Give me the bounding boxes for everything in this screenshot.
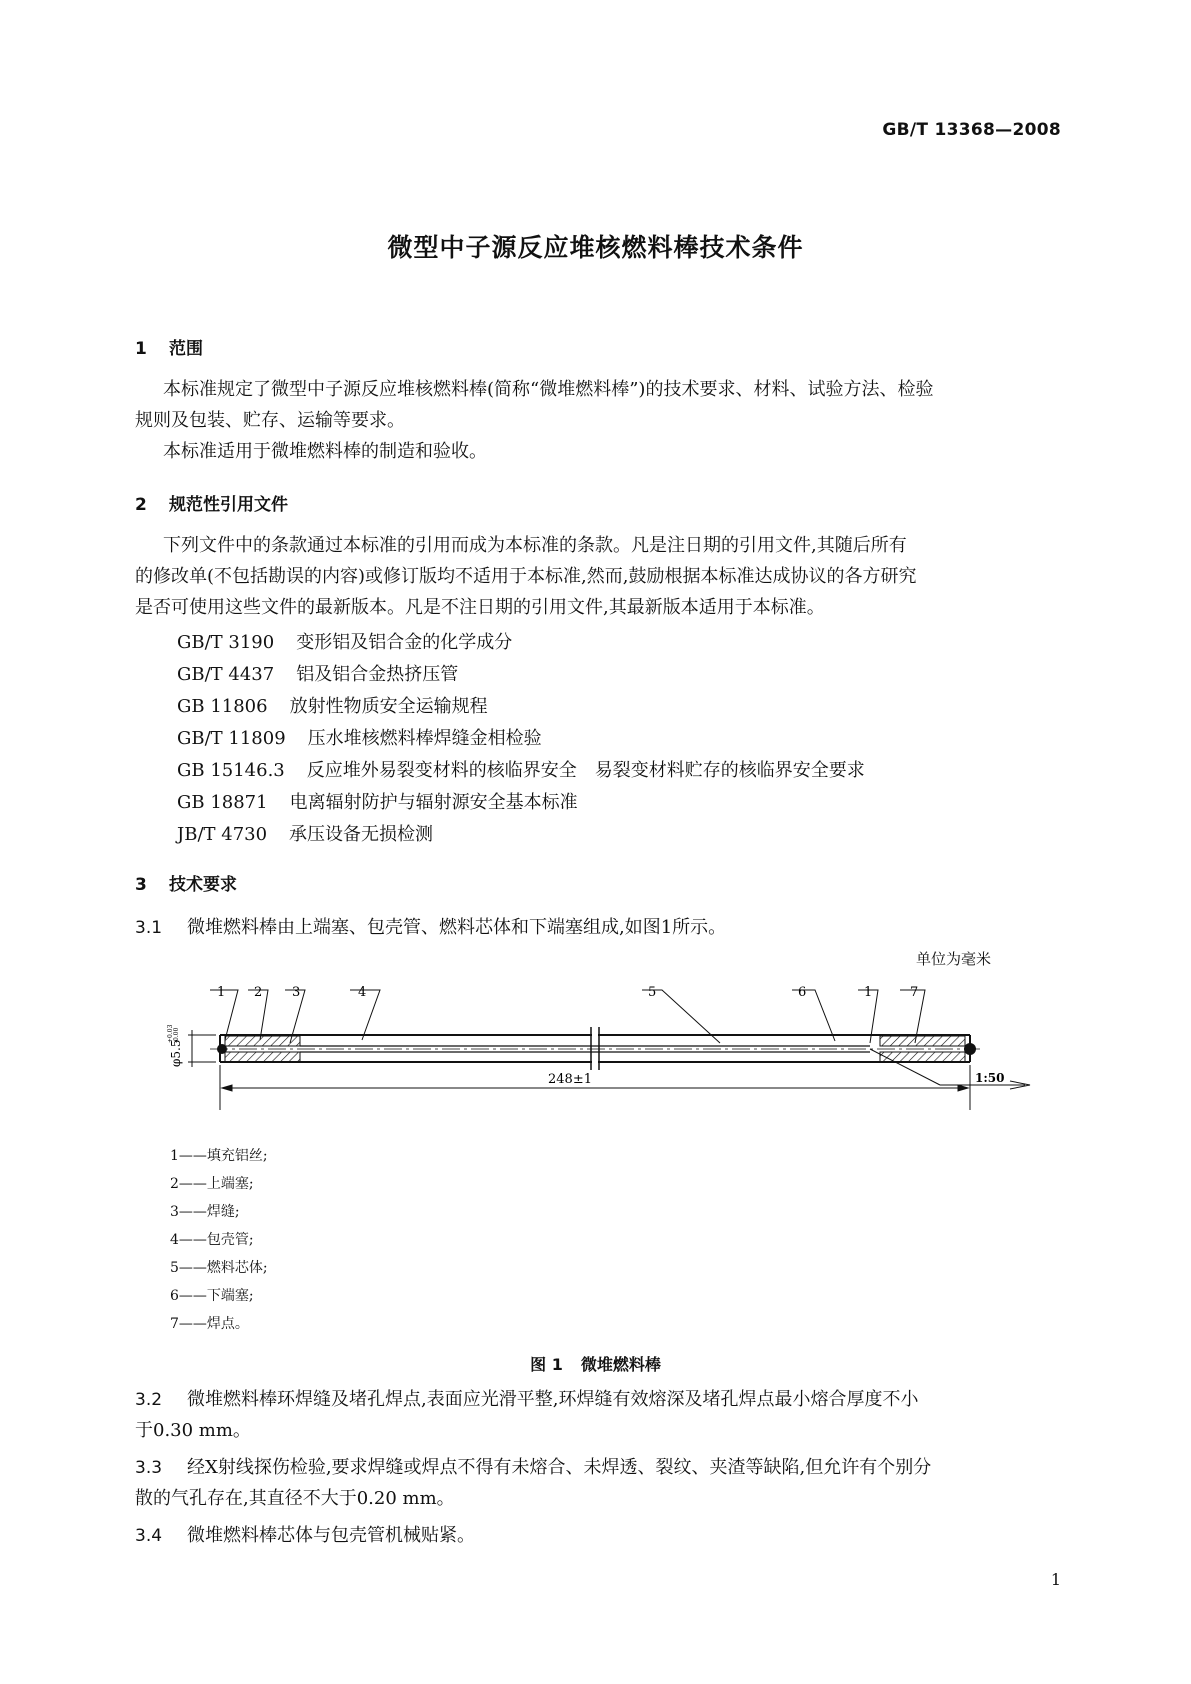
clause-3-1 <box>135 912 1061 944</box>
diameter-tolerance-upper: +0.03 <box>167 1024 174 1043</box>
section-title: 范围 <box>169 339 203 359</box>
reference-item <box>177 660 458 686</box>
reference-item <box>177 756 865 782</box>
document-title: 微型中子源反应堆核燃料棒技术条件 <box>387 233 804 262</box>
legend-item: 5——燃料芯体; <box>170 1260 268 1276</box>
legend-text: 焊点。 <box>206 1316 249 1332</box>
callout-1-right: 1 <box>864 984 873 1000</box>
legend-number: 7 <box>170 1316 179 1332</box>
reference-title: 反应堆外易裂变材料的核临界安全 易裂变材料贮存的核临界安全要求 <box>306 760 865 781</box>
legend-text: 包壳管; <box>206 1232 254 1248</box>
legend-text: 下端塞; <box>206 1288 254 1304</box>
diameter-tolerance-lower: -0.00 <box>173 1027 180 1043</box>
clause-3-2 <box>135 1384 1061 1416</box>
reference-title: 电离辐射防护与辐射源安全基本标准 <box>289 792 578 813</box>
diameter-label: φ5.5 <box>169 1039 183 1067</box>
paragraph: 规则及包装、贮存、运输等要求。 <box>135 410 405 431</box>
clause-text: 微堆燃料棒芯体与包壳管机械贴紧。 <box>187 1525 475 1546</box>
clause-number: 3.3 <box>135 1458 163 1478</box>
weld-point-right <box>964 1043 976 1055</box>
reference-code: GB 15146.3 <box>177 760 285 781</box>
callout-5: 5 <box>648 984 657 1000</box>
callout-2: 2 <box>254 984 263 1000</box>
length-dimension <box>220 1065 970 1110</box>
legend-text: 焊缝; <box>206 1204 240 1220</box>
clause-3-3 <box>135 1452 1061 1484</box>
clause-3-4 <box>135 1520 1061 1552</box>
clause-3-3-cont: 散的气孔存在,其直径不大于0.20 mm。 <box>135 1488 455 1509</box>
standard-code: GB/T 13368—2008 <box>882 120 1061 140</box>
section-2-heading <box>135 490 288 515</box>
reference-title: 压水堆核燃料棒焊缝金相检验 <box>307 728 542 749</box>
clause-number: 3.1 <box>135 918 163 938</box>
legend-text: 填充铝丝; <box>206 1148 268 1164</box>
clause-text: 微堆燃料棒环焊缝及堵孔焊点,表面应光滑平整,环焊缝有效熔深及堵孔焊点最小熔合厚度不小 <box>187 1389 919 1410</box>
section-number: 2 <box>135 495 147 515</box>
legend-number: 5 <box>170 1260 179 1276</box>
callout-1: 1 <box>217 984 226 1000</box>
reference-item <box>177 788 578 814</box>
leader-lines <box>210 990 940 1085</box>
legend-number: 3 <box>170 1204 179 1220</box>
reference-code: GB 11806 <box>177 696 268 717</box>
clause-text: 经X射线探伤检验,要求焊缝或焊点不得有未熔合、未焊透、裂纹、夹渣等缺陷,但允许有个别分 <box>187 1457 932 1478</box>
legend-item: 2——上端塞; <box>170 1176 254 1192</box>
clause-text: 微堆燃料棒由上端塞、包壳管、燃料芯体和下端塞组成,如图1所示。 <box>187 917 727 938</box>
unit-note: 单位为毫米 <box>915 950 991 968</box>
break-marks <box>591 1027 599 1070</box>
paragraph: 的修改单(不包括勘误的内容)或修订版均不适用于本标准,然而,鼓励根据本标准达成协议的各方研究 <box>135 566 917 587</box>
legend-item: 4——包壳管; <box>170 1232 254 1248</box>
section-1-heading <box>135 334 203 359</box>
fuel-rod-drawing <box>167 984 1070 1100</box>
section-3-heading <box>135 870 237 895</box>
weld-point-left <box>217 1044 227 1054</box>
section-number: 1 <box>135 339 147 359</box>
section-title: 技术要求 <box>169 875 237 895</box>
reference-title: 变形铝及铝合金的化学成分 <box>296 632 513 653</box>
reference-item <box>177 692 488 718</box>
legend-text: 上端塞; <box>206 1176 254 1192</box>
callout-7: 7 <box>910 984 919 1000</box>
reference-item <box>177 724 542 750</box>
legend-item: 7——焊点。 <box>170 1316 249 1332</box>
clause-number: 3.4 <box>135 1526 163 1546</box>
reference-item <box>177 628 512 654</box>
callout-6: 6 <box>798 984 807 1000</box>
length-label: 248±1 <box>548 1072 592 1087</box>
reference-item <box>177 820 433 846</box>
reference-title: 铝及铝合金热挤压管 <box>296 664 459 685</box>
paragraph: 本标准适用于微堆燃料棒的制造和验收。 <box>163 441 487 462</box>
reference-title: 承压设备无损检测 <box>289 824 434 845</box>
paragraph: 是否可使用这些文件的最新版本。凡是不注日期的引用文件,其最新版本适用于本标准。 <box>135 597 825 618</box>
reference-code: GB/T 3190 <box>177 632 275 653</box>
paragraph: 本标准规定了微型中子源反应堆核燃料棒(简称“微堆燃料棒”)的技术要求、材料、试验方法、检验 <box>163 379 934 400</box>
legend-number: 6 <box>170 1288 179 1304</box>
reference-code: GB/T 11809 <box>177 728 286 749</box>
reference-code: GB/T 4437 <box>177 664 275 685</box>
legend-item: 1——填充铝丝; <box>170 1148 268 1164</box>
figure-number: 图 1 <box>530 1355 563 1374</box>
clause-3-2-cont: 于0.30 mm。 <box>135 1420 251 1441</box>
legend-text: 燃料芯体; <box>206 1260 268 1276</box>
clause-number: 3.2 <box>135 1390 163 1410</box>
reference-code: GB 18871 <box>177 792 268 813</box>
diameter-dimension <box>188 1030 216 1067</box>
section-title: 规范性引用文件 <box>169 495 288 515</box>
page-number: 1 <box>1050 1570 1061 1589</box>
legend-item: 6——下端塞; <box>170 1288 254 1304</box>
legend-number: 4 <box>170 1232 179 1248</box>
callout-4: 4 <box>358 984 367 1000</box>
figure-caption <box>0 1352 1191 1375</box>
legend-number: 2 <box>170 1176 179 1192</box>
section-number: 3 <box>135 875 147 895</box>
legend-number: 1 <box>170 1148 179 1164</box>
callout-3: 3 <box>292 984 301 1000</box>
legend-item: 3——焊缝; <box>170 1204 240 1220</box>
taper-label: 1:50 <box>975 1071 1005 1085</box>
cladding-tube <box>220 1035 970 1062</box>
paragraph: 下列文件中的条款通过本标准的引用而成为本标准的条款。凡是注日期的引用文件,其随后所有 <box>163 535 907 556</box>
reference-title: 放射性物质安全运输规程 <box>289 696 488 717</box>
reference-code: JB/T 4730 <box>177 824 268 845</box>
figure-title: 微堆燃料棒 <box>580 1355 661 1374</box>
